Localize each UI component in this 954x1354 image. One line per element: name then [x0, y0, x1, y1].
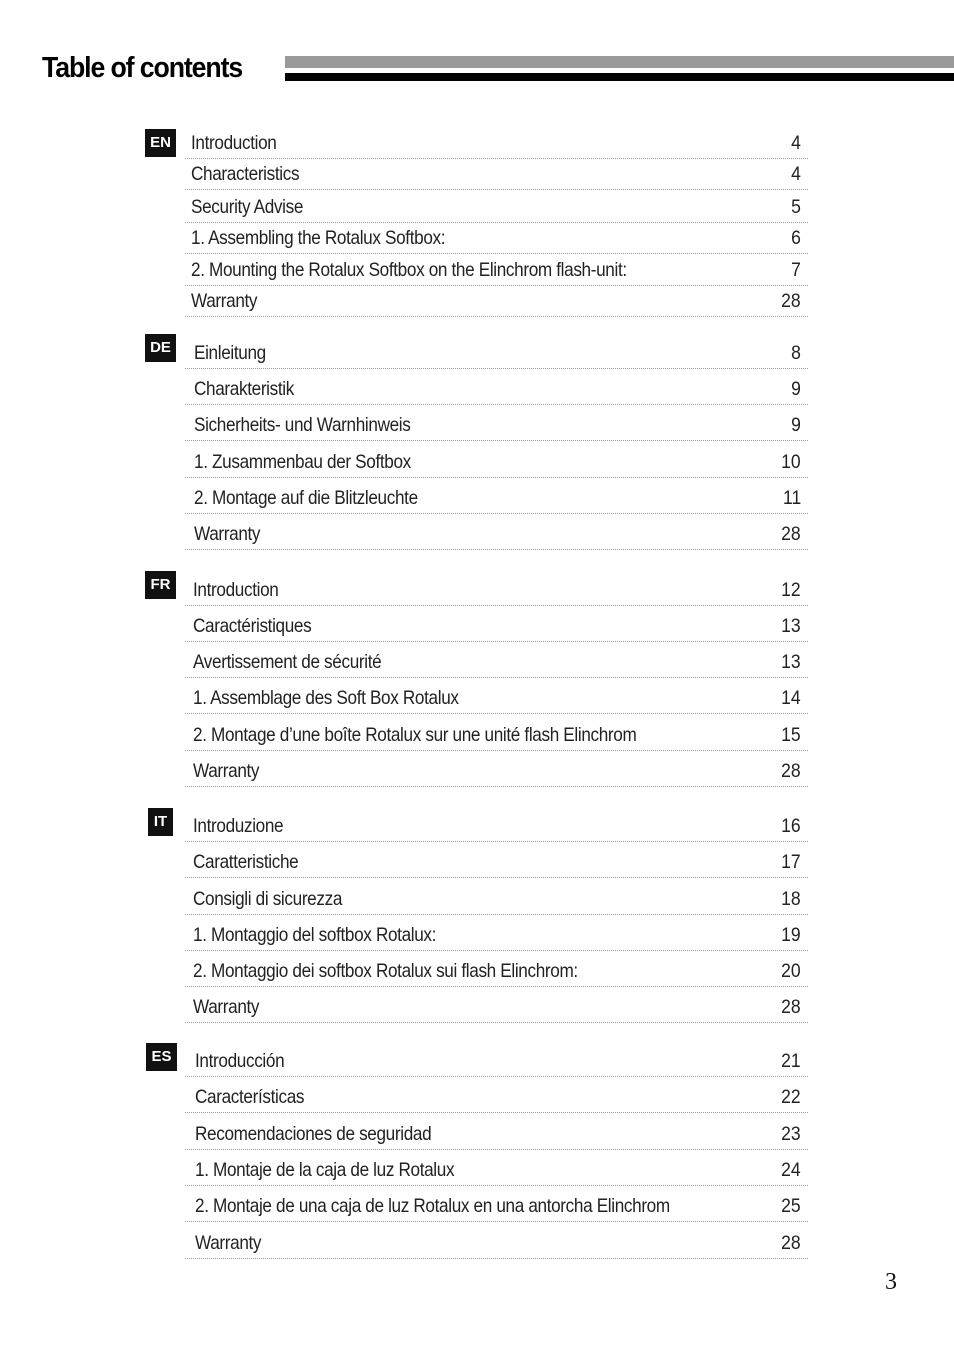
toc-entry-page-number: 4: [791, 163, 801, 185]
toc-entry-page-number: 7: [791, 259, 801, 281]
toc-entry-page-number: 28: [781, 760, 801, 782]
language-badge: DE: [145, 334, 176, 362]
toc-entry[interactable]: [185, 410, 808, 441]
toc-entry-title: Warranty: [193, 760, 260, 782]
toc-entry[interactable]: [185, 159, 808, 190]
toc-entry-page-number: 21: [781, 1050, 801, 1072]
toc-entry-page-number: 28: [781, 523, 801, 545]
toc-entry[interactable]: [185, 811, 808, 842]
toc-entry-title: Avertissement de sécurité: [193, 651, 382, 673]
toc-entry[interactable]: [185, 519, 808, 550]
toc-entry-title: Caratteristiche: [193, 851, 299, 873]
toc-entry[interactable]: [185, 1155, 808, 1186]
toc-entry-title: Introducción: [195, 1050, 285, 1072]
toc-entry-page-number: 22: [781, 1086, 801, 1108]
language-badge: ES: [146, 1043, 177, 1071]
toc-entry[interactable]: [185, 756, 808, 787]
toc-entry-title: 2. Montaje de una caja de luz Rotalux en una antorcha Elinchrom: [195, 1195, 670, 1217]
title-rule-gray: [285, 56, 954, 68]
toc-entry-page-number: 24: [781, 1159, 801, 1181]
toc-entry-page-number: 5: [791, 196, 801, 218]
toc-entry-title: Introduction: [191, 132, 277, 154]
page-number: 3: [885, 1269, 897, 1295]
toc-entry[interactable]: [185, 1119, 808, 1150]
toc-entry-title: Warranty: [194, 523, 261, 545]
toc-entry[interactable]: [185, 956, 808, 987]
toc-entry[interactable]: [185, 447, 808, 478]
toc-entry[interactable]: [185, 720, 808, 751]
toc-entry-page-number: 9: [791, 378, 801, 400]
toc-entry-page-number: 17: [781, 851, 801, 873]
toc-entry-page-number: 16: [781, 815, 801, 837]
toc-entry-page-number: 6: [791, 227, 801, 249]
toc-entry-page-number: 20: [781, 960, 801, 982]
language-badge: EN: [145, 129, 176, 157]
toc-entry[interactable]: [185, 884, 808, 915]
toc-entry-page-number: 13: [781, 615, 801, 637]
toc-entry-title: Warranty: [191, 290, 258, 312]
toc-entry-page-number: 4: [791, 132, 801, 154]
toc-entry-page-number: 23: [781, 1123, 801, 1145]
toc-entry-title: 2. Montaggio dei softbox Rotalux sui flash Elinchrom:: [193, 960, 578, 982]
toc-entry-title: Warranty: [195, 1232, 262, 1254]
toc-entry-title: 2. Montage d’une boîte Rotalux sur une unité flash Elinchrom: [193, 724, 637, 746]
toc-entry-title: 1. Zusammenbau der Softbox: [194, 451, 411, 473]
toc-entry[interactable]: [185, 920, 808, 951]
toc-entry-page-number: 28: [781, 290, 801, 312]
title-rule-black: [285, 73, 954, 81]
toc-entry-title: 1. Montaje de la caja de luz Rotalux: [195, 1159, 455, 1181]
toc-entry-page-number: 14: [781, 687, 801, 709]
toc-entry-page-number: 15: [781, 724, 801, 746]
toc-entry-page-number: 12: [781, 579, 801, 601]
toc-entry[interactable]: [185, 338, 808, 369]
page-title: Table of contents: [42, 52, 243, 84]
toc-entry-title: Consigli di sicurezza: [193, 888, 343, 910]
toc-entry-page-number: 13: [781, 651, 801, 673]
toc-entry[interactable]: [185, 611, 808, 642]
toc-entry-title: Security Advise: [191, 196, 304, 218]
toc-entry-title: Caractéristiques: [193, 615, 312, 637]
toc-entry[interactable]: [185, 992, 808, 1023]
toc-entry-page-number: 28: [781, 1232, 801, 1254]
toc-entry-title: 2. Mounting the Rotalux Softbox on the Elinchrom flash-unit:: [191, 259, 627, 281]
toc-entry-title: 1. Assembling the Rotalux Softbox:: [191, 227, 446, 249]
language-badge: FR: [145, 571, 176, 599]
toc-entry-title: Characteristics: [191, 163, 300, 185]
toc-entry-title: 1. Montaggio del softbox Rotalux:: [193, 924, 437, 946]
toc-entry-title: 1. Assemblage des Soft Box Rotalux: [193, 687, 459, 709]
toc-entry[interactable]: [185, 683, 808, 714]
toc-entry[interactable]: [185, 286, 808, 317]
toc-entry-title: Introduction: [193, 579, 279, 601]
toc-entry-page-number: 11: [782, 487, 801, 509]
toc-entry-page-number: 8: [791, 342, 801, 364]
toc-entry[interactable]: [185, 1046, 808, 1077]
toc-entry-page-number: 10: [781, 451, 801, 473]
toc-entry[interactable]: [185, 647, 808, 678]
toc-entry[interactable]: [185, 847, 808, 878]
toc-entry[interactable]: [185, 192, 808, 223]
toc-entry[interactable]: [185, 483, 808, 514]
language-badge: IT: [148, 808, 173, 836]
toc-entry[interactable]: [185, 255, 808, 286]
toc-entry-page-number: 18: [781, 888, 801, 910]
toc-entry[interactable]: [185, 1082, 808, 1113]
toc-entry-title: Sicherheits- und Warnhinweis: [194, 414, 411, 436]
toc-entry[interactable]: [185, 374, 808, 405]
toc-entry-title: Einleitung: [194, 342, 266, 364]
toc-entry[interactable]: [185, 575, 808, 606]
toc-entry-page-number: 28: [781, 996, 801, 1018]
page-header: [0, 0, 954, 100]
toc-entry-title: Warranty: [193, 996, 260, 1018]
toc-entry-page-number: 19: [781, 924, 801, 946]
toc-entry-title: Recomendaciones de seguridad: [195, 1123, 432, 1145]
toc-entry[interactable]: [185, 128, 808, 159]
toc-entry-title: 2. Montage auf die Blitzleuchte: [194, 487, 418, 509]
toc-entry-title: Características: [195, 1086, 305, 1108]
toc-entry[interactable]: [185, 223, 808, 254]
toc-entry-title: Introduzione: [193, 815, 284, 837]
toc-entry[interactable]: [185, 1191, 808, 1222]
toc-entry[interactable]: [185, 1228, 808, 1259]
toc-entry-title: Charakteristik: [194, 378, 294, 400]
toc-entry-page-number: 25: [781, 1195, 801, 1217]
toc-entry-page-number: 9: [791, 414, 801, 436]
